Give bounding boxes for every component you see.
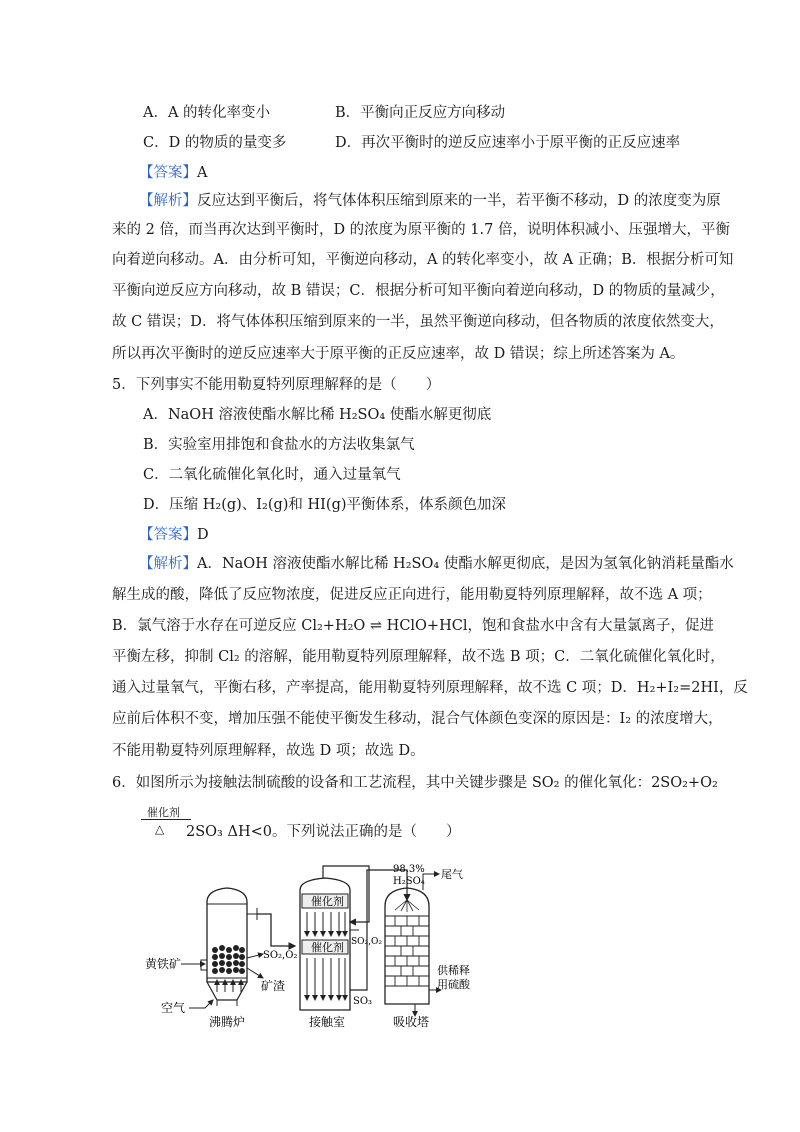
furnace-label: 沸腾炉 xyxy=(209,1015,246,1029)
q4-analysis-line-2: 来的 2 倍，而当再次达到平衡时，D 的浓度为原平衡的 1.7 倍，说明体积减小、压强增大，平衡 xyxy=(112,222,730,238)
answer-value: D xyxy=(197,527,209,543)
q5-option-d: D．压缩 H₂(g)、I₂(g)和 HI(g)平衡体系，体系颜色加深 xyxy=(143,497,507,513)
dilute-acid-label-2: 用硫酸 xyxy=(437,978,470,991)
answer-tag: 【答案】 xyxy=(139,527,197,543)
q4-analysis-line-1 xyxy=(139,189,721,210)
q5-analysis-line-2: 解生成的酸，降低了反应物浓度，促进反应正向进行，能用勒夏特列原理解释，故不选 A 项； xyxy=(112,587,712,603)
q4-analysis-line-4: 平衡向逆反应方向移动，故 B 错误；C．根据分析可知平衡向着逆向移动，D 的物质的量减少， xyxy=(112,283,725,299)
slag-label: 矿渣 xyxy=(261,979,286,993)
q4-analysis-line-6: 所以再次平衡时的逆反应速率大于原平衡的正反应速率，故 D 错误；综上所述答案为 A。 xyxy=(112,346,685,362)
q5-stem: 5．下列事实不能用勒夏特列原理解释的是（ ） xyxy=(112,377,441,393)
q5-analysis-line-3: B．氯气溶于水存在可逆反应 Cl₂+H₂O ⇌ HClO+HCl，饱和食盐水中含有大量氯离子，促进 xyxy=(112,618,714,634)
catalyst-mid-label: 催化剂 xyxy=(311,941,344,954)
catalyst-top-label: 催化剂 xyxy=(311,895,344,908)
q5-analysis-line-5: 通入过量氧气，平衡右移，产率提高，能用勒夏特列原理解释，故不选 C 项；D．H₂+I₂=2HI，反 xyxy=(112,680,748,696)
q5-option-c: C．二氧化硫催化氧化时，通入过量氧气 xyxy=(143,467,401,483)
q5-option-a: A．NaOH 溶液使酯水解比稀 H₂SO₄ 使酯水解更彻底 xyxy=(143,407,492,423)
so2o2-out-label: SO₂,O₂ xyxy=(263,950,298,961)
q5-answer xyxy=(139,523,209,544)
analysis-text: 反应达到平衡后，将气体体积压缩到原来的一半，若平衡不移动，D 的浓度变为原 xyxy=(197,193,721,209)
q6-stem-line-1: 6．如图所示为接触法制硫酸的设备和工艺流程，其中关键步骤是 SO₂ 的催化氧化：2SO₂+O₂ xyxy=(112,775,718,791)
q4-analysis-line-3: 向着逆向移动。A．由分析可知，平衡逆向移动，A 的转化率变小，故 A 正确；B．根据分析可知 xyxy=(112,252,734,268)
tail-gas-label: 尾气 xyxy=(441,868,463,881)
answer-tag: 【答案】 xyxy=(139,165,197,181)
q5-option-b: B．实验室用排饱和食盐水的方法收集氯气 xyxy=(143,437,415,453)
sulfuric-acid-process-diagram xyxy=(145,860,500,1030)
so2o2-in-label: SO₂,O₂ xyxy=(351,937,382,947)
q6-stem-line-2: 2SO₃ ΔH<0。下列说法正确的是（ ） xyxy=(186,824,461,840)
q4-option-b: B．平衡向正反应方向移动 xyxy=(335,105,506,121)
q4-option-a: A．A 的转化率变小 xyxy=(143,105,271,121)
analysis-tag: 【解析】 xyxy=(139,556,197,572)
contact-label: 接触室 xyxy=(309,1015,346,1029)
absorption-tower xyxy=(385,874,441,1016)
answer-value: A xyxy=(197,165,208,181)
q5-analysis-line-1 xyxy=(139,552,734,573)
absorber-label: 吸收塔 xyxy=(393,1015,430,1029)
analysis-tag: 【解析】 xyxy=(139,193,197,209)
acid-conc-label: 98.3% xyxy=(393,864,425,875)
process-diagram-svg xyxy=(145,860,500,1030)
heat-symbol: △ xyxy=(155,822,165,836)
analysis-text: A．NaOH 溶液使酯水解比稀 H₂SO₄ 使酯水解更彻底，是因为氢氧化钠消耗量酯水 xyxy=(197,556,734,572)
q5-analysis-line-6: 应前后体积不变，增加压强不能使平衡发生移动，混合气体颜色变深的原因是：I₂ 的浓度增大， xyxy=(112,711,723,727)
q4-analysis-line-5: 故 C 错误；D．将气体体积压缩到原来的一半，虽然平衡逆向移动，但各物质的浓度依然变大， xyxy=(112,314,724,330)
catalyst-label: 催化剂 xyxy=(147,806,180,819)
pyrite-label: 黄铁矿 xyxy=(145,957,182,971)
q4-answer xyxy=(139,161,207,182)
air-label: 空气 xyxy=(161,1001,186,1015)
reaction-arrow xyxy=(141,819,191,820)
q4-option-d: D．再次平衡时的逆反应速率小于原平衡的正反应速率 xyxy=(335,135,681,151)
so3-label: SO₃ xyxy=(353,996,373,1007)
q4-option-c: C．D 的物质的量变多 xyxy=(143,135,287,151)
q5-analysis-line-4: 平衡左移，抑制 Cl₂ 的溶解，能用勒夏特列原理解释，故不选 B 项；C．二氧化硫催化氧化时， xyxy=(112,649,725,665)
acid-name-label: H₂SO₄ xyxy=(393,876,425,887)
q5-analysis-line-7: 不能用勒夏特列原理解释，故选 D 项；故选 D。 xyxy=(112,743,425,759)
dilute-acid-label-1: 供稀释 xyxy=(437,964,470,977)
